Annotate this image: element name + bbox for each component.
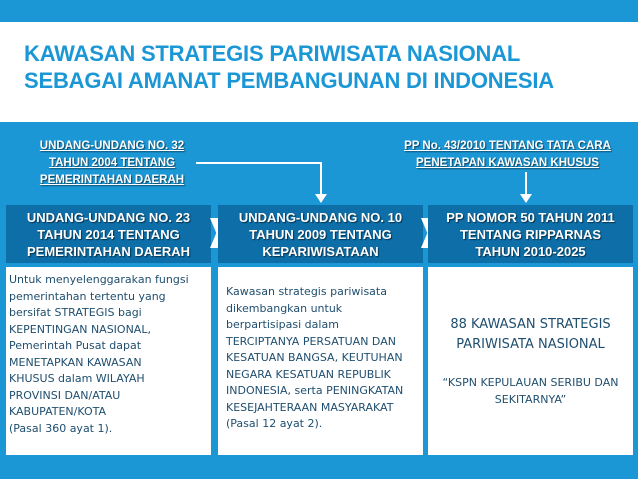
header-line: UNDANG-UNDANG NO. 10 [238,210,403,225]
header-line: TAHUN 2014 TENTANG [37,227,180,242]
body-line: berpartisipasi dalam [226,318,339,331]
body-line: (Pasal 360 ayat 1). [9,421,113,435]
body-line: bersifat STRATEGIS bagi [9,306,142,319]
header-line: TAHUN 2009 TENTANG [249,227,392,242]
quote-line: SEKITARNYA” [494,392,567,406]
body-line: Pemerintah Pusat dapat [9,339,142,352]
column-header-pp-50-2011 [428,205,633,263]
body-line: MENETAPKAN KAWASAN [9,355,142,369]
slide-title-line-2: SEBAGAI AMANAT PEMBANGUNAN DI INDONESIA [24,68,554,93]
reference-line: PEMERINTAHAN DAERAH [39,174,185,186]
body-line: Untuk menyelenggarakan fungsi [9,273,189,286]
quote-line: “KSPN KEPULAUAN SERIBU DAN [442,376,619,389]
reference-uu-32-2004 [12,138,212,189]
column-header-uu-10-2009 [218,205,423,263]
body-line: Kawasan strategis pariwisata [226,285,387,298]
header-line: KEPARIWISATAAN [262,244,379,259]
header-line: TAHUN 2010-2025 [475,244,586,259]
reference-line: UNDANG-UNDANG NO. 32 [39,140,185,152]
body-line: TERCIPTANYA PERSATUAN DAN [226,334,396,348]
body-line: INDONESIA, serta PENINGKATAN [226,384,404,397]
body-line: KESEJAHTERAAN MASYARAKAT [226,400,394,414]
content-box-pp-50 [428,267,633,455]
arrow-down-icon [315,194,327,203]
body-line: pemerintahan tertentu yang [9,289,166,303]
kspn-count-text [428,315,633,355]
title-area [0,22,638,122]
body-line: KESATUAN BANGSA, KEUTUHAN [226,351,403,364]
body-line: KEPENTINGAN NASIONAL, [9,322,151,336]
body-line: PROVINSI DAN/ATAU [9,388,121,402]
body-line: KHUSUS dalam WILAYAH [9,372,145,385]
content-box-uu-10 [218,267,423,455]
header-line: TENTANG RIPPARNAS [459,227,602,242]
arrow-down-icon [520,194,532,203]
body-line: (Pasal 12 ayat 2). [226,417,323,430]
top-accent-strip [0,0,638,22]
header-line: PEMERINTAHAN DAERAH [27,244,190,259]
column-header-uu-23-2014 [6,205,211,263]
reference-line: TAHUN 2004 TENTANG [48,157,176,169]
slide-title-line-1: KAWASAN STRATEGIS PARIWISATA NASIONAL [24,41,521,66]
body-line: NEGARA KESATUAN REPUBLIK [226,367,391,381]
kspn-quote [428,375,633,408]
big-line: PARIWISATA NASIONAL [456,337,605,352]
reference-line: PP No. 43/2010 TENTANG TATA CARA [404,140,611,152]
header-line: UNDANG-UNDANG NO. 23 [26,210,191,225]
reference-line: PENETAPAN KAWASAN KHUSUS [416,157,599,169]
connector-line-vertical [525,172,527,195]
content-box-uu-23 [6,267,211,455]
body-line: dikembangkan untuk [226,301,343,315]
body-line: KABUPATEN/KOTA [9,405,107,418]
header-line: PP NOMOR 50 TAHUN 2011 [446,210,615,225]
connector-line-vertical [320,162,322,195]
big-line: 88 KAWASAN STRATEGIS [450,317,611,332]
connector-line-horizontal [196,162,322,164]
reference-pp-43-2010 [380,138,635,172]
